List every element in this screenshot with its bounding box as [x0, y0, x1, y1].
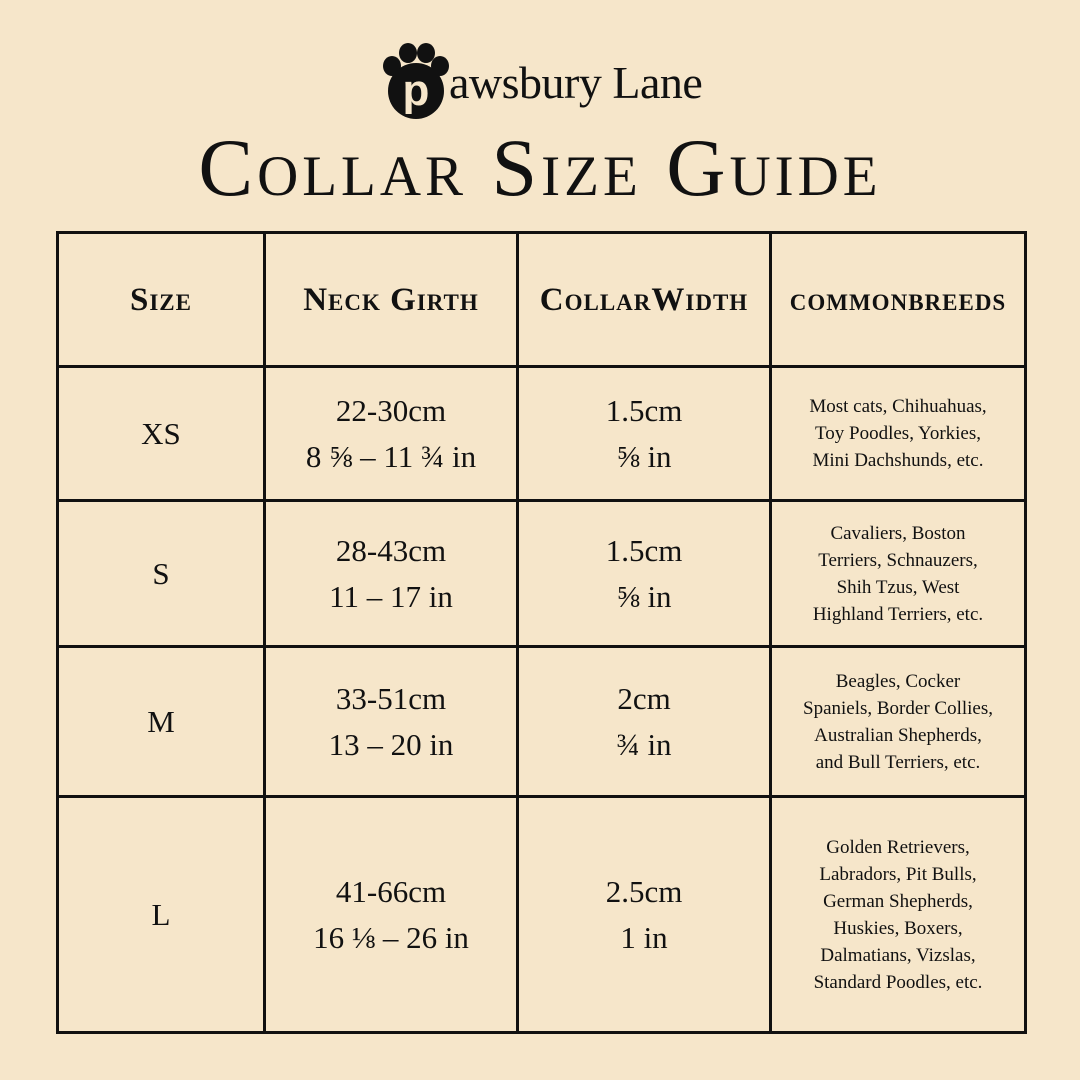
breeds-text: Shih Tzus, West [836, 576, 960, 598]
collar-width-value: 2.5cm [605, 873, 683, 909]
breeds-text: Terriers, Schnauzers, [818, 549, 978, 571]
neck-girth-cell [265, 501, 518, 647]
collar-width-value: ⅝ in [616, 438, 672, 474]
neck-girth-value: 8 ⅝ – 11 ¾ in [305, 438, 477, 474]
breeds-text: Spaniels, Border Collies, [803, 697, 993, 719]
brand-logo [378, 42, 708, 122]
breeds-cell [771, 501, 1026, 647]
collar-width-value: 1.5cm [605, 532, 683, 568]
neck-girth-value: 41-66cm [335, 873, 447, 909]
breeds-text: Most cats, Chihuahuas, [809, 396, 987, 417]
size-cell [58, 367, 265, 501]
size-label: XS [141, 415, 181, 451]
logo-letter: p [402, 66, 430, 115]
page-title: Collar Size Guide [198, 122, 882, 213]
breeds-text: Mini Dachshunds, etc. [812, 450, 984, 471]
breeds-text: German Shepherds, [823, 890, 973, 912]
neck-girth-value: 16 ⅛ – 26 in [313, 919, 469, 955]
brand-name: awsbury Lane [449, 57, 703, 108]
collar-width-cell [518, 797, 771, 1033]
table-row [58, 647, 1026, 797]
neck-girth-value: 11 – 17 in [329, 578, 453, 614]
table-row [58, 797, 1026, 1033]
collar-width-value: ⅝ in [616, 578, 672, 614]
header-common-breeds [771, 233, 1026, 367]
neck-girth-value: 22-30cm [335, 392, 447, 428]
header-size [58, 233, 265, 367]
neck-girth-value: 28-43cm [335, 532, 447, 568]
breeds-text: Australian Shepherds, [814, 724, 982, 746]
header-label: Collar [539, 281, 652, 318]
header-neck-girth [265, 233, 518, 367]
breeds-text: Cavaliers, Boston [830, 522, 966, 544]
breeds-text: Labradors, Pit Bulls, [819, 863, 977, 885]
collar-width-cell [518, 367, 771, 501]
breeds-text: Huskies, Boxers, [833, 917, 963, 939]
size-cell [58, 647, 265, 797]
neck-girth-value: 13 – 20 in [328, 726, 454, 762]
breeds-cell [771, 647, 1026, 797]
breeds-text: Beagles, Cocker [835, 670, 961, 692]
size-cell [58, 797, 265, 1033]
table-row [58, 501, 1026, 647]
collar-width-value: 1 in [620, 919, 668, 955]
header-label: breeds [908, 281, 1007, 318]
header-label: Size [130, 281, 192, 318]
breeds-text: Toy Poodles, Yorkies, [815, 423, 981, 444]
table-row [58, 367, 1026, 501]
size-guide-table [56, 231, 1027, 1034]
neck-girth-value: 33-51cm [335, 680, 447, 716]
collar-width-value: ¾ in [616, 726, 672, 762]
size-label: L [151, 896, 171, 932]
collar-width-cell [518, 647, 771, 797]
header-label: Width [651, 281, 749, 318]
neck-girth-cell [265, 797, 518, 1033]
collar-width-value: 2cm [617, 680, 671, 716]
size-cell [58, 501, 265, 647]
collar-width-cell [518, 501, 771, 647]
breeds-text: Standard Poodles, etc. [813, 971, 983, 993]
breeds-text: Golden Retrievers, [826, 836, 970, 858]
header-label: common [789, 281, 909, 318]
breeds-text: Highland Terriers, etc. [812, 603, 984, 625]
neck-girth-cell [265, 367, 518, 501]
breeds-text: Dalmatians, Vizslas, [820, 944, 976, 966]
breeds-text: and Bull Terriers, etc. [815, 751, 981, 773]
size-label: S [152, 555, 170, 591]
breeds-cell [771, 797, 1026, 1033]
table-header-row [58, 233, 1026, 367]
header-label: Neck Girth [303, 281, 479, 318]
paw-print-icon [378, 42, 458, 122]
breeds-cell [771, 367, 1026, 501]
size-label: M [147, 703, 175, 739]
neck-girth-cell [265, 647, 518, 797]
collar-width-value: 1.5cm [605, 392, 683, 428]
header-collar-width [518, 233, 771, 367]
